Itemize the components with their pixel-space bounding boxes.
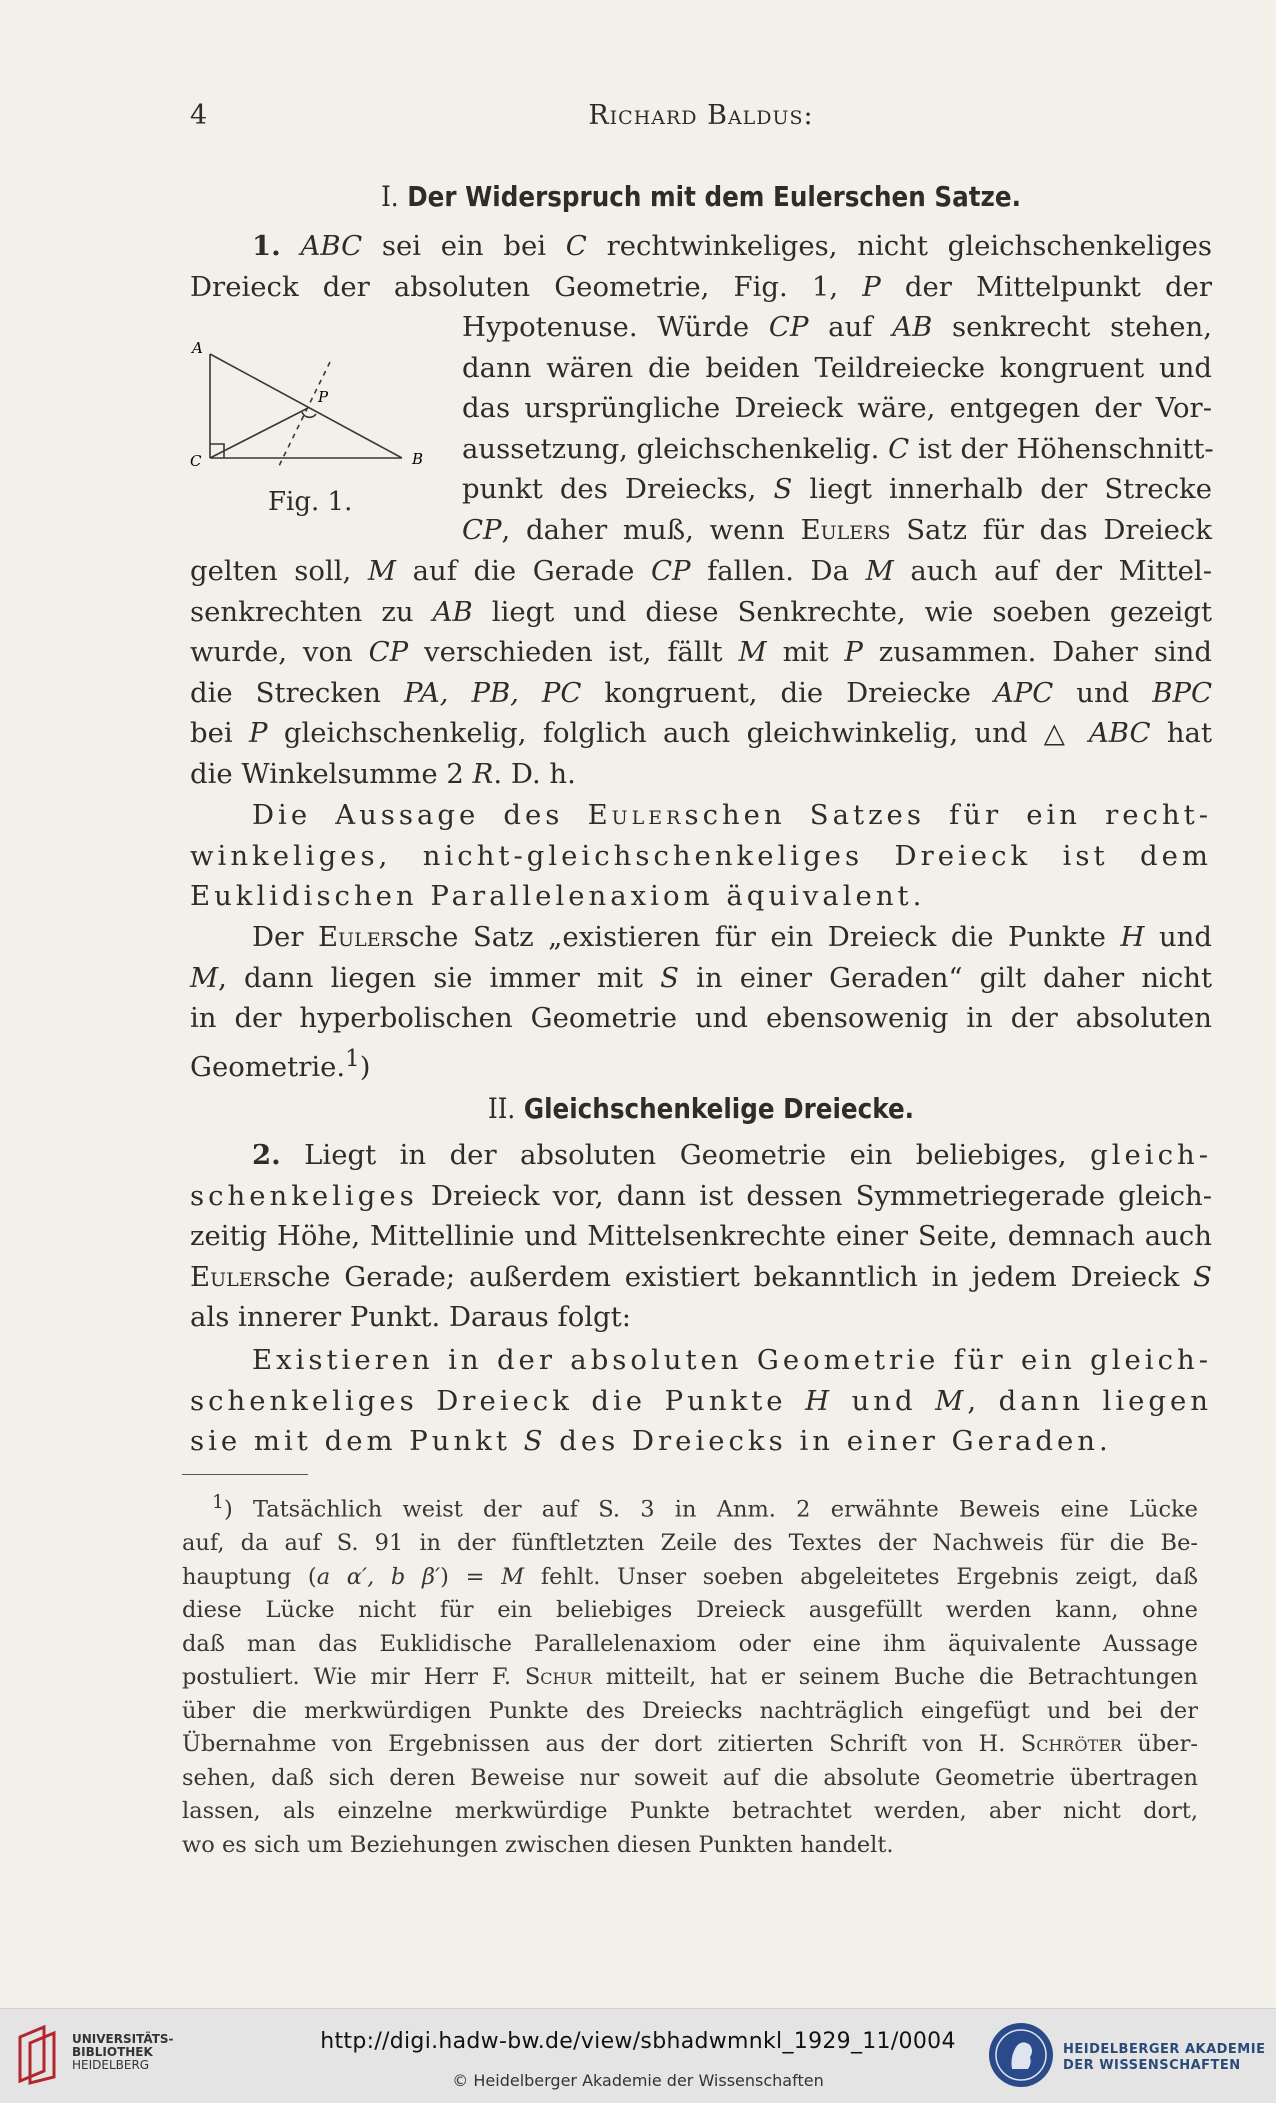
- section-number: II.: [487, 1092, 516, 1125]
- paragraph-4: [190, 1135, 1212, 1338]
- text-line: sehen, daß sich deren Beweise nur soweit auf die absolute Geometrie übertragen: [182, 1764, 1198, 1791]
- figure-caption: Fig. 1.: [268, 487, 353, 517]
- vertex-label-a: A: [192, 340, 203, 357]
- text-line: Geometrie.$^1$): [190, 1045, 371, 1083]
- text-line: Dreieck der absoluten Geometrie, Fig. 1, P der Mittelpunkt der: [190, 270, 1213, 303]
- text-line: schenkeliges Dreieck die Punkte H und M, dann liegen: [190, 1384, 1212, 1417]
- footnote-rule: [182, 1474, 308, 1475]
- text-line: Die Aussage des Eulerschen Satzes für ein recht-: [252, 799, 1213, 831]
- academy-name: HEIDELBERGER AKADEMIE DER WISSENSCHAFTEN: [1063, 2042, 1266, 2073]
- text-line: das ursprüngliche Dreieck wäre, entgegen der Vor-: [462, 392, 1212, 425]
- text-line: daß man das Euklidische Parallelenaxiom oder eine ihm äquivalente Aussage: [182, 1630, 1198, 1657]
- text-line: die Winkelsumme 2 R. D. h.: [190, 757, 576, 790]
- page-url-link[interactable]: http://digi.hadw-bw.de/view/sbhadwmnkl_1929_11/0004: [320, 2029, 956, 2054]
- section-heading-2: [251, 1092, 1150, 1125]
- footnote: [182, 1486, 1198, 1862]
- text-line: CP, daher muß, wenn Eulers Satz für das Dreieck: [462, 513, 1212, 546]
- paragraph-1-rest: [190, 551, 1212, 795]
- text-line: Übernahme von Ergebnissen aus der dort zitierten Schrift von H. Schröter über-: [182, 1731, 1198, 1757]
- university-library-name: UNIVERSITÄTS- BIBLIOTHEK HEIDELBERG: [72, 2032, 174, 2072]
- text-line: hauptung (a α′, b β′) = M fehlt. Unser soeben abgeleitetes Ergebnis zeigt, daß: [182, 1563, 1198, 1590]
- page-header: [190, 100, 1212, 140]
- vertex-label-b: B: [412, 450, 424, 468]
- text-line: in der hyperbolischen Geometrie und ebensowenig in der absoluten: [190, 1002, 1212, 1035]
- paragraph-1-wrap: [462, 307, 1212, 551]
- text-line: punkt des Dreiecks, S liegt innerhalb der Strecke: [462, 473, 1212, 506]
- text-line: Existieren in der absoluten Geometrie für ein gleich-: [252, 1344, 1212, 1376]
- vertex-label-c: C: [190, 452, 202, 470]
- text-line: Eulersche Gerade; außerdem existiert bekanntlich in jedem Dreieck S: [190, 1260, 1212, 1293]
- paragraph-2-theorem: [190, 795, 1212, 917]
- paragraph-5-theorem: [190, 1340, 1212, 1462]
- running-head: Richard Baldus:: [588, 100, 814, 131]
- text-line: schenkeliges Dreieck vor, dann ist dessen Symmetriegerade gleich-: [190, 1179, 1212, 1212]
- text-line: als innerer Punkt. Daraus folgt:: [190, 1301, 631, 1334]
- text-line: die Strecken PA, PB, PC kongruent, die Dreiecke APC und BPC: [190, 676, 1212, 709]
- text-line: dann wären die beiden Teildreiecke kongruent und: [462, 351, 1212, 384]
- text-line: über die merkwürdigen Punkte des Dreiecks nachträglich eingefügt und bei der: [182, 1697, 1198, 1724]
- text-line: lassen, als einzelne merkwürdige Punkte betrachtet werden, aber nicht dort,: [182, 1798, 1198, 1824]
- section-number: I.: [381, 180, 399, 213]
- text-line: sie mit dem Punkt S des Dreiecks in einer Geraden.: [190, 1425, 1112, 1458]
- text-line: aussetzung, gleichschenkelig. C ist der Höhenschnitt-: [462, 432, 1214, 465]
- text-line: senkrechten zu AB liegt und diese Senkrechte, wie soeben gezeigt: [190, 595, 1212, 628]
- paragraph-3: [190, 917, 1212, 1088]
- text-line: winkeliges, nicht-gleichschenkeliges Dreieck ist dem: [190, 839, 1212, 872]
- text-line: postuliert. Wie mir Herr F. Schur mitteilt, hat er seinem Buche die Betrachtungen: [182, 1664, 1198, 1690]
- section-title: Gleichschenkelige Dreiecke.: [523, 1092, 915, 1125]
- text-line: wo es sich um Beziehungen zwischen diesen Punkten handelt.: [182, 1831, 894, 1858]
- text-line: gelten soll, M auf die Gerade CP fallen. Da M auch auf der Mittel-: [190, 555, 1212, 587]
- text-line: M, dann liegen sie immer mit S in einer Geraden“ gilt daher nicht: [190, 961, 1213, 994]
- text-line: auf, da auf S. 91 in der fünftletzten Zeile des Textes der Nachweis für die Be-: [182, 1530, 1198, 1556]
- text-line: Der Eulersche Satz „existieren für ein Dreieck die Punkte H und: [252, 921, 1212, 953]
- point-label-p: P: [318, 388, 329, 406]
- copyright-notice: © Heidelberger Akademie der Wissenschaften: [452, 2071, 824, 2090]
- viewer-footer: [0, 2008, 1276, 2103]
- text-line: Euklidischen Parallelenaxiom äquivalent.: [190, 880, 926, 913]
- right-angle-mark: [210, 444, 224, 458]
- text-line: wurde, von CP verschieden ist, fällt M mit P zusammen. Daher sind: [190, 636, 1212, 669]
- text-line: Hypotenuse. Würde CP auf AB senkrecht stehen,: [462, 311, 1212, 343]
- text-line: 2. Liegt in der absoluten Geometrie ein beliebiges, gleich-: [252, 1139, 1212, 1171]
- text-line: $^1$) Tatsächlich weist der auf S. 3 in Anm. 2 erwähnte Beweis eine Lücke: [212, 1492, 1198, 1523]
- section-heading-1: [251, 180, 1150, 213]
- text-line: bei P gleichschenkelig, folglich auch gleichwinkelig, und △ ABC hat: [190, 717, 1212, 750]
- text-line: diese Lücke nicht für ein beliebiges Dreieck ausgefüllt werden kann, ohne: [182, 1597, 1198, 1623]
- text-line: 1. ABC sei ein bei C rechtwinkeliges, nicht gleichschenkeliges: [252, 230, 1212, 262]
- academy-seal-icon: [986, 2019, 1056, 2091]
- section-title: Der Widerspruch mit dem Eulerschen Satze.: [407, 180, 1021, 213]
- footnote-ref: 1: [345, 1045, 360, 1072]
- triangle-hypotenuse: [210, 354, 402, 458]
- page-number: 4: [190, 100, 208, 131]
- paragraph-1-intro: [190, 226, 1212, 307]
- text-line: zeitig Höhe, Mittellinie und Mittelsenkrechte einer Seite, demnach auch: [190, 1220, 1212, 1253]
